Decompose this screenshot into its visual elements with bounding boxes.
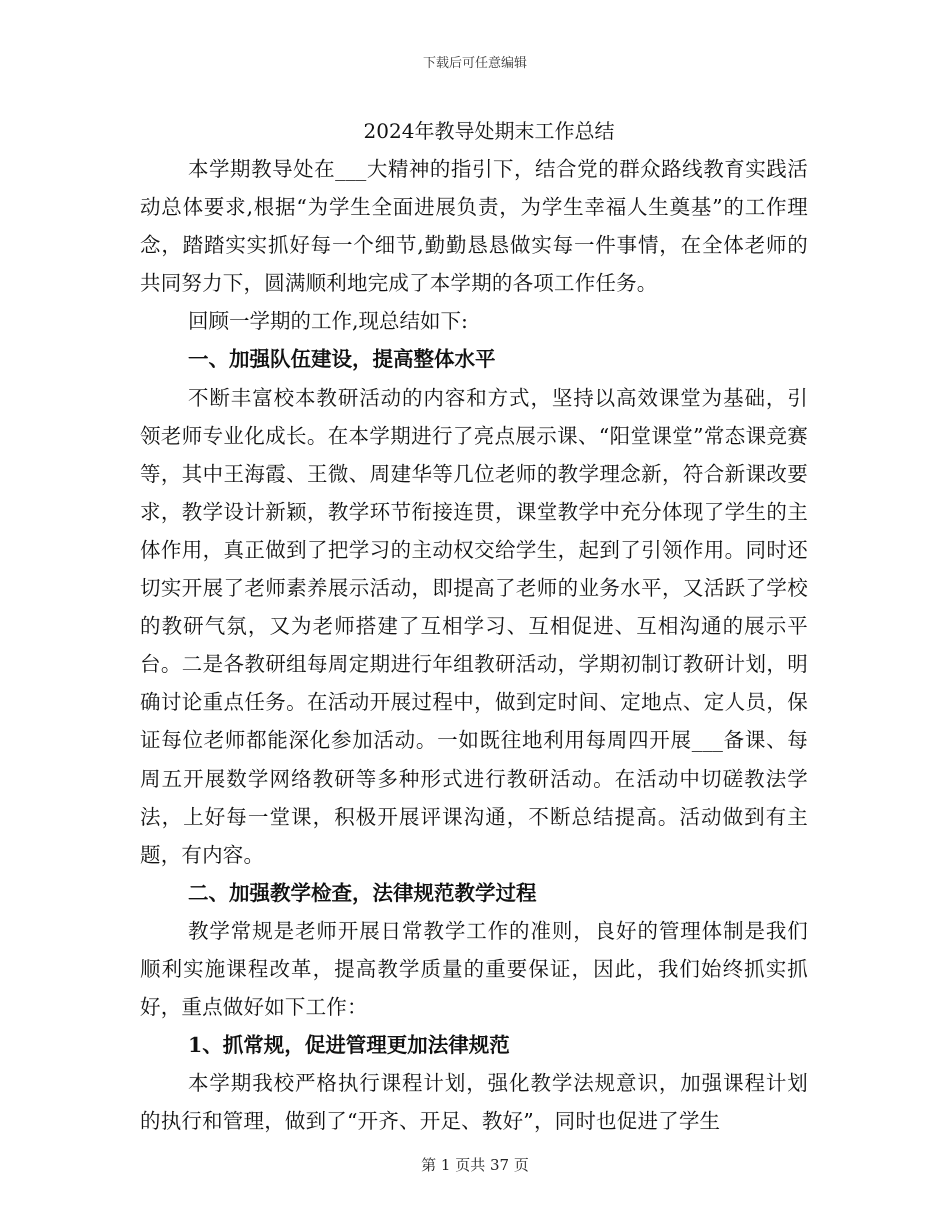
page-footer: 第 1 页共 37 页	[421, 1156, 529, 1174]
paragraph-section-1: 不断丰富校本教研活动的内容和方式，坚持以高效课堂为基础，引领老师专业化成长。在本学期进行了亮点展示课、“阳堂课堂”常态课竞赛等，其中王海霞、王微、周建华等几位老师的教学理念新，符合新课改要求，教学设计新颖，教学环节衔接连贯，课堂教学中充分体现了学生的主体作用，真正做到了把学习的主动权交给学生，起到了引领作用。同时还切实开展了老师素养展示活动，即提高了老师的业务水平，又活跃了学校的教研气氛，又为老师搭建了互相学习、互相促进、互相沟通的展示平台。二是各教研组每周定期进行年组教研活动，学期初制订教研计划，明确讨论重点任务。在活动开展过程中，做到定时间、定地点、定人员，保证每位老师都能深化参加活动。一如既往地利用每周四开展___备课、每周五开展数学网络教研等多种形式进行教研活动。在活动中切磋教法学法，上好每一堂课，积极开展评课沟通，不断总结提高。活动做到有主题，有内容。	[140, 385, 808, 867]
paragraph-section-2: 教学常规是老师开展日常教学工作的准则，良好的管理体制是我们顺利实施课程改革，提高教学质量的重要保证，因此，我们始终抓实抓好，重点做好如下工作：	[140, 918, 808, 1020]
section-heading-1: 一、加强队伍建设，提高整体水平	[188, 347, 496, 372]
subsection-heading-1: 1、抓常规，促进管理更加法律规范	[188, 1033, 510, 1058]
page-header: 下载后可任意编辑	[422, 56, 527, 71]
paragraph-subsection-1: 本学期我校严格执行课程计划，强化教学法规意识，加强课程计划的执行和管理，做到了“开齐、开足、教好”，同时也促进了学生	[140, 1071, 808, 1134]
paragraph-intro: 本学期教导处在___大精神的指引下，结合党的群众路线教育实践活动总体要求,根据“为学生全面进展负责，为学生幸福人生奠基”的工作理念，踏踏实实抓好每一个细节,勤勤恳恳做实每一件事情，在全体老师的共同努力下，圆满顺利地完成了本学期的各项工作任务。	[140, 157, 808, 296]
paragraph-review: 回顾一学期的工作,现总结如下:	[188, 309, 468, 334]
document-body	[140, 112, 808, 1140]
document-title: 2024年教导处期末工作总结	[363, 119, 615, 143]
section-heading-2: 二、加强教学检查，法律规范教学过程	[188, 880, 537, 905]
